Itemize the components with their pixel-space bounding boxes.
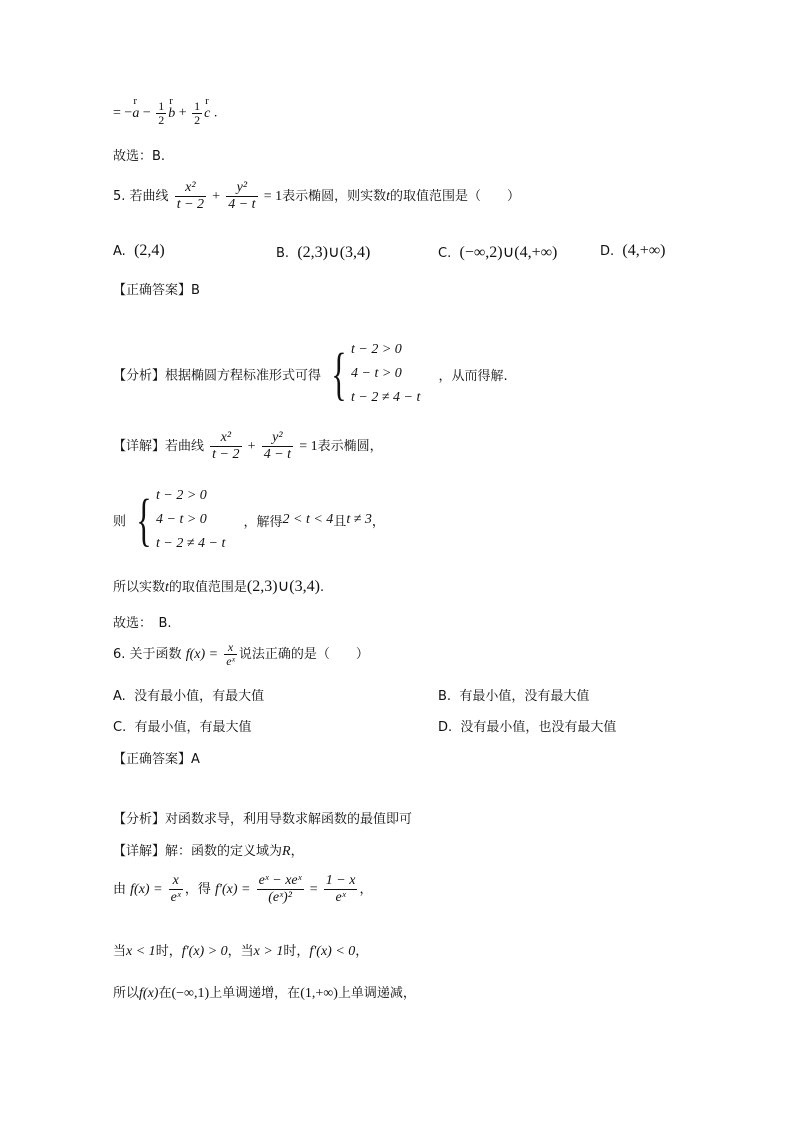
vector-b: r b: [168, 106, 175, 122]
interval-decreasing: (1,+∞): [300, 986, 338, 1001]
conclusion-text: 所以实数: [113, 580, 166, 595]
option-label: D.: [600, 244, 615, 259]
detail-label: 【详解】: [113, 439, 166, 454]
plus-sign: +: [178, 105, 187, 121]
denominator: 2: [158, 113, 165, 127]
option-value: (2,3)∪(3,4): [297, 244, 371, 261]
mono-text: 上单调递增，在: [209, 986, 301, 1001]
get-text: ，得: [184, 882, 211, 897]
q5-stem: [113, 180, 520, 213]
analysis-end: ，从而得解.: [438, 368, 508, 384]
option-value: (2,4): [134, 242, 165, 259]
numerator: x²: [210, 430, 241, 447]
q6-derivative: [113, 873, 372, 906]
option-label: C.: [113, 720, 127, 735]
left-brace: {: [331, 341, 347, 406]
q5-text: 表示椭圆，则实数: [282, 189, 387, 204]
q6-analysis: [113, 808, 412, 827]
solve-text: ，解得: [243, 514, 283, 530]
q6-option-d[interactable]: [438, 716, 616, 735]
left-brace: {: [136, 487, 152, 552]
comma: ，: [355, 944, 369, 959]
conclusion-range: (2,3)∪(3,4): [246, 578, 320, 595]
fraction-half: [192, 100, 202, 127]
denominator: 4 − t: [228, 197, 256, 212]
mono-text: 在: [158, 986, 172, 1001]
equals-one: = 1: [299, 439, 318, 454]
numerator: x: [169, 873, 183, 890]
option-label: A.: [113, 689, 126, 704]
conclusion-text: 的取值范围是: [168, 580, 247, 595]
q6-sign-analysis: [113, 940, 368, 960]
q6-suffix: 说法正确的是（ ）: [238, 647, 369, 662]
mono-text: 所以: [113, 986, 140, 1001]
option-label: A.: [113, 244, 126, 259]
numerator: y²: [226, 180, 257, 197]
denominator: t − 2: [212, 447, 240, 462]
prev-choice: 故选：B.: [113, 149, 166, 164]
analysis-text: 根据椭圆方程标准形式可得: [165, 368, 322, 384]
numerator: 1: [158, 99, 165, 113]
denominator: 2: [194, 113, 201, 127]
simplified-fraction: [324, 873, 358, 906]
derivative-fraction: [257, 873, 304, 906]
option-label: B.: [438, 689, 452, 704]
q5-fraction-x: [175, 180, 206, 213]
equals-sign: =: [113, 105, 121, 121]
q6-fraction: [224, 641, 237, 668]
detail-text: 表示椭圆，: [317, 439, 383, 454]
q5-option-a[interactable]: [113, 242, 165, 260]
option-value: 没有最小值，也没有最大值: [460, 720, 617, 735]
function-f: f(x): [139, 986, 159, 1001]
q5-solve: [113, 484, 385, 556]
derivative-sign: f′(x) > 0: [181, 944, 228, 959]
q5-conclusion: [113, 576, 324, 596]
system-row: t − 2 ≠ 4 − t: [156, 536, 226, 551]
detail-text: 解：函数的定义域为: [165, 844, 283, 859]
period: .: [213, 105, 218, 121]
q6-option-a[interactable]: [113, 685, 264, 704]
q6-detail: [113, 840, 304, 860]
fraction-half: [156, 100, 166, 127]
q5-detail: [113, 430, 383, 463]
comma: ，: [359, 882, 373, 897]
condition: x < 1: [126, 944, 156, 959]
numerator: 1 − x: [325, 873, 356, 888]
equals-sign: =: [309, 882, 318, 897]
q6-stem: [113, 641, 369, 668]
q5-choice: 故选： B.: [113, 616, 172, 631]
equals-one: = 1: [263, 189, 283, 204]
plus-sign: +: [212, 189, 221, 204]
comma: ，: [371, 514, 385, 530]
denominator: eˣ: [170, 890, 181, 905]
minus-sign: −: [124, 105, 133, 121]
var-t: t: [165, 580, 169, 595]
condition: x > 1: [253, 944, 284, 959]
analysis-label: 【分析】: [113, 812, 166, 827]
numerator: x: [224, 641, 237, 655]
option-label: D.: [438, 720, 453, 735]
domain-r: R: [282, 844, 291, 859]
numerator: eˣ − xeˣ: [258, 873, 302, 888]
q5-text-end: 的取值范围是（ ）: [390, 189, 521, 204]
solve-expr: 2 < t < 4: [282, 512, 334, 527]
option-value: (−∞,2)∪(4,+∞): [459, 244, 558, 261]
q6-option-b[interactable]: [438, 685, 589, 704]
function-f: f(x) =: [185, 647, 219, 662]
period: .: [319, 580, 325, 595]
derivative-sign: f′(x) < 0: [309, 944, 356, 959]
option-value: 有最小值，没有最大值: [459, 689, 590, 704]
q5-analysis-system: [325, 338, 420, 410]
function-f: f(x) =: [130, 882, 163, 897]
derivative-f: f′(x) =: [215, 882, 251, 897]
numerator: 1: [194, 99, 201, 113]
numerator: y²: [262, 430, 293, 447]
q5-answer: 【正确答案】B: [113, 283, 200, 298]
var-t: t: [386, 189, 391, 204]
q5-option-d[interactable]: [600, 242, 666, 260]
q5-fraction-y: [262, 430, 293, 463]
system-row: t − 2 > 0: [156, 488, 207, 503]
denominator: 4 − t: [263, 447, 292, 462]
neq-expr: t ≠ 3: [346, 512, 372, 527]
prev-expression: [113, 100, 217, 127]
detail-label: 【详解】: [113, 844, 166, 859]
system-row: t − 2 ≠ 4 − t: [351, 390, 421, 405]
q5-option-b[interactable]: [276, 242, 370, 262]
q6-prefix: 6. 关于函数: [113, 647, 182, 662]
option-label: C.: [438, 246, 452, 261]
denominator: t − 2: [176, 197, 205, 212]
option-value: 没有最小值，有最大值: [134, 689, 265, 704]
vector-a: r a: [132, 106, 139, 122]
q5-analysis: [113, 338, 508, 410]
q6-answer: 【正确答案】A: [113, 752, 200, 767]
system-rows: [351, 338, 420, 410]
interval-increasing: (−∞,1): [171, 986, 210, 1001]
q6-fraction: [169, 873, 183, 906]
when-text: 当: [113, 944, 127, 959]
q5-detail-system: [130, 484, 225, 556]
system-row: t − 2 > 0: [351, 342, 402, 357]
q6-option-c[interactable]: [113, 716, 252, 735]
option-label: B.: [276, 246, 290, 261]
q5-fraction-y: [226, 180, 257, 213]
denominator: (eˣ)²: [268, 890, 292, 905]
denominator: eˣ: [335, 890, 346, 905]
denominator: eˣ: [226, 654, 235, 668]
q5-option-c[interactable]: [438, 242, 557, 262]
q6-monotonicity: [113, 982, 416, 1002]
q5-fraction-x: [210, 430, 241, 463]
then-text: 则: [113, 514, 127, 530]
option-value: 有最小值，有最大值: [134, 720, 252, 735]
from-text: 由: [113, 882, 127, 897]
vector-c: r c: [204, 106, 210, 122]
detail-text: 若曲线: [165, 439, 205, 454]
analysis-text: 对函数求导，利用导数求解函数的最值即可: [165, 812, 413, 827]
comma: ，: [290, 844, 304, 859]
option-value: (4,+∞): [622, 242, 666, 259]
mono-text: 上单调递减，: [337, 986, 416, 1001]
system-row: 4 − t > 0: [156, 512, 207, 527]
and-text: 且: [333, 514, 347, 530]
analysis-label: 【分析】: [113, 368, 166, 384]
system-rows: [156, 484, 225, 556]
minus-sign: −: [142, 105, 151, 121]
numerator: x²: [175, 180, 206, 197]
system-row: 4 − t > 0: [351, 366, 402, 381]
q5-prefix: 5. 若曲线: [113, 189, 169, 204]
when-text: ，当: [227, 944, 254, 959]
plus-sign: +: [247, 439, 256, 454]
when-text: 时，: [155, 944, 182, 959]
when-text: 时，: [283, 944, 310, 959]
